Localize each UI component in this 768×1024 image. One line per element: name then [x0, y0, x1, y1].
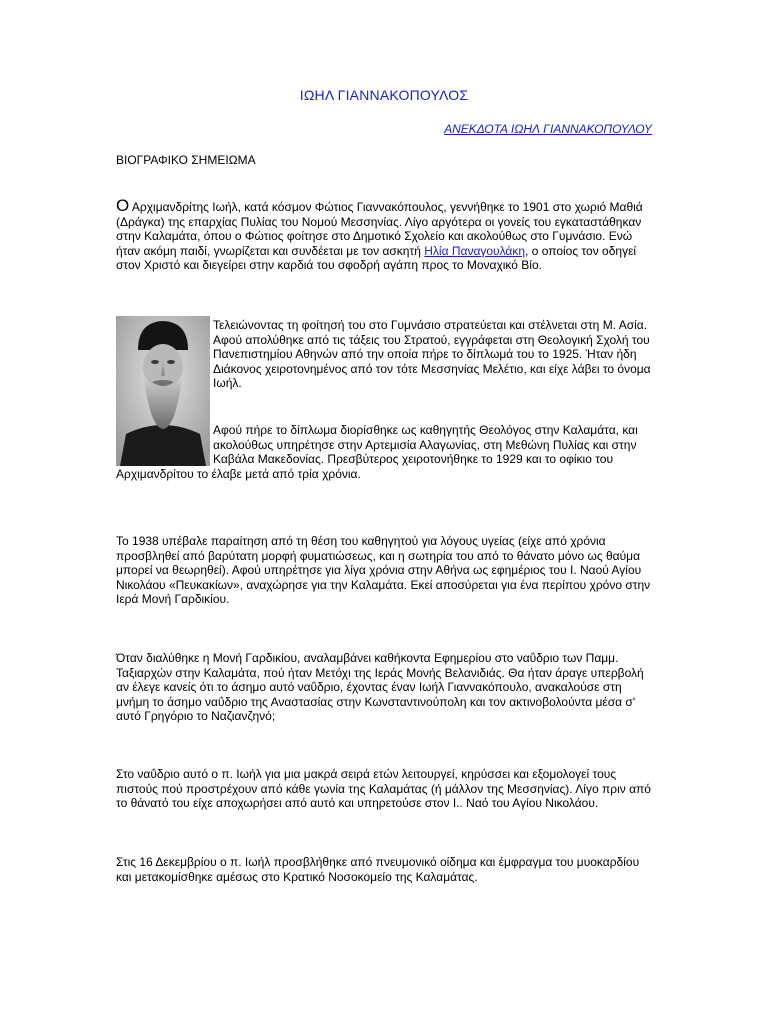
section-heading: ΒΙΟΓΡΑΦΙΚΟ ΣΗΜΕΙΩΜΑ	[116, 153, 256, 167]
portrait-photo	[116, 316, 210, 466]
paragraph-teaching-career: Αφού πήρε το δίπλωμα διορίσθηκε ως καθηγητής Θεολόγος στην Καλαμάτα, και ακολούθως υπηρέτησε στην Αρτεμισία Αλαγωνίας, στη Μεθώνη Πυλίας και στην Καβάλα Μακεδονίας. Πρεσβύτερος χειροτονήθηκε το 1929 και το οφίκιο του Αρχιμανδρίτου το έλαβε μετά από τρία χρόνια.	[116, 422, 638, 481]
drop-cap: Ο	[116, 196, 130, 215]
anecdotes-link[interactable]: ΑΝΕΚΔΟΤΑ ΙΩΗΛ ΓΙΑΝΝΑΚΟΠΟΥΛΟΥ	[444, 122, 652, 136]
paragraph-birth	[116, 196, 656, 273]
paragraph-resignation: Το 1938 υπέβαλε παραίτηση από τη θέση του καθηγητού για λόγους υγείας (είχε από χρόνια προσβληθεί από βαρύτατη μορφή φυματιώσεως, και η σωτηρία του από το θάνατο μόνο ως θαύμα μπορεί να θεωρηθεί). Αφού υπηρέτησε για λίγα χρόνια στην Αθήνα ως εφημέριος του Ι. Ναού Αγίου Νικολάου «Πευκακίων», αναχώρησε για την Καλαμάτα. Εκεί αποσύρεται για ένα περίπου χρόνο στην Ιερά Μονή Γαρδικίου.	[116, 534, 651, 607]
paragraph-text: , ο οποίος τον οδηγεί στον Χριστό και διεγείρει στην καρδιά του σφοδρή αγάπη προς το Μοναχικό Βίο.	[116, 243, 637, 273]
paragraph-block-with-photo	[116, 318, 656, 481]
paragraph-ministry: Στο ναΰδριο αυτό ο π. Ιωήλ για μια μακρά σειρά ετών λειτουργεί, κηρύσσει και εξομολογεί τους πιστούς πού προστρέχουν από κάθε γωνία της Καλαμάτας (ή μάλλον της Μεσσηνίας). Λίγο πριν από το θάνατό του είχε αποχωρήσει από αυτό και υπηρετούσε στον Ι.. Ναό του Αγίου Νικολάου.	[116, 767, 651, 811]
paragraph-text: Αρχιμανδρίτης Ιωήλ, κατά κόσμον Φώτιος Γιαννακόπουλος, γεννήθηκε το 1901 στο χωριό Μαθιά (Δράγκα) της επαρχίας Πυλίας του Νομού Μεσσηνίας. Λίγο αργότερα οι γονείς του εγκαταστάθηκαν στην Καλαμάτα, όπου ο Φώτιος φοίτησε στο Δημοτικό Σχολείο και ακολούθως στο Γυμνάσιο. Ενώ ήταν ακόμη παιδί, γνωρίζεται και συνδέεται με τον ασκητή	[116, 200, 643, 258]
page-title: ΙΩΗΛ ΓΙΑΝΝΑΚΟΠΟΥΛΟΣ	[299, 87, 469, 103]
paragraph-taxiarches: Όταν διαλύθηκε η Μονή Γαρδικίου, αναλαμβάνει καθήκοντα Εφημερίου στο ναΰδριο των Παμμ. Ταξιαρχών στην Καλαμάτα, πού ήταν Μετόχι της Ιεράς Μονής Βελανιδιάς. Θα ήταν άραγε υπερβολή αν έλεγε κανείς ότι το άσημο αυτό ναΰδριο, έχοντας έναν Ιωήλ Γιαννακόπουλο, ανακαλούσε στη μνήμη το άσημο ναΰδριο της Αναστασίας στην Κωνσταντινούπολη και τον ακτινοβολούντα μέσα σ' αυτό Γρηγόριο το Ναζιανζηνό;	[116, 651, 644, 724]
ilias-panagoulakis-link[interactable]: Ηλία Παναγουλάκη	[424, 243, 526, 258]
paragraph-military-theology: Τελειώνοντας τη φοίτησή του στο Γυμνάσιο στρατεύεται και στέλνεται στη Μ. Ασία. Αφού απολύθηκε από τις τάξεις του Στρατού, εγγράφεται στη Θεολογική Σχολή του Πανεπιστημίου Αθηνών από την οποία πήρε το δίπλωμά του το 1925. Ήταν ήδη Διάκονος χειροτονημένος από τον τότε Μεσσηνίας Μελέτιο, και είχε λάβει το όνομα Ιωήλ.	[213, 318, 651, 391]
paragraph-illness: Στις 16 Δεκεμβρίου ο π. Ιωήλ προσβλήθηκε από πνευμονικό οίδημα και έμφραγμα του μυοκαρδίου και μετακομίσθηκε αμέσως στο Κρατικό Νοσοκομείο της Καλαμάτας.	[116, 855, 640, 884]
